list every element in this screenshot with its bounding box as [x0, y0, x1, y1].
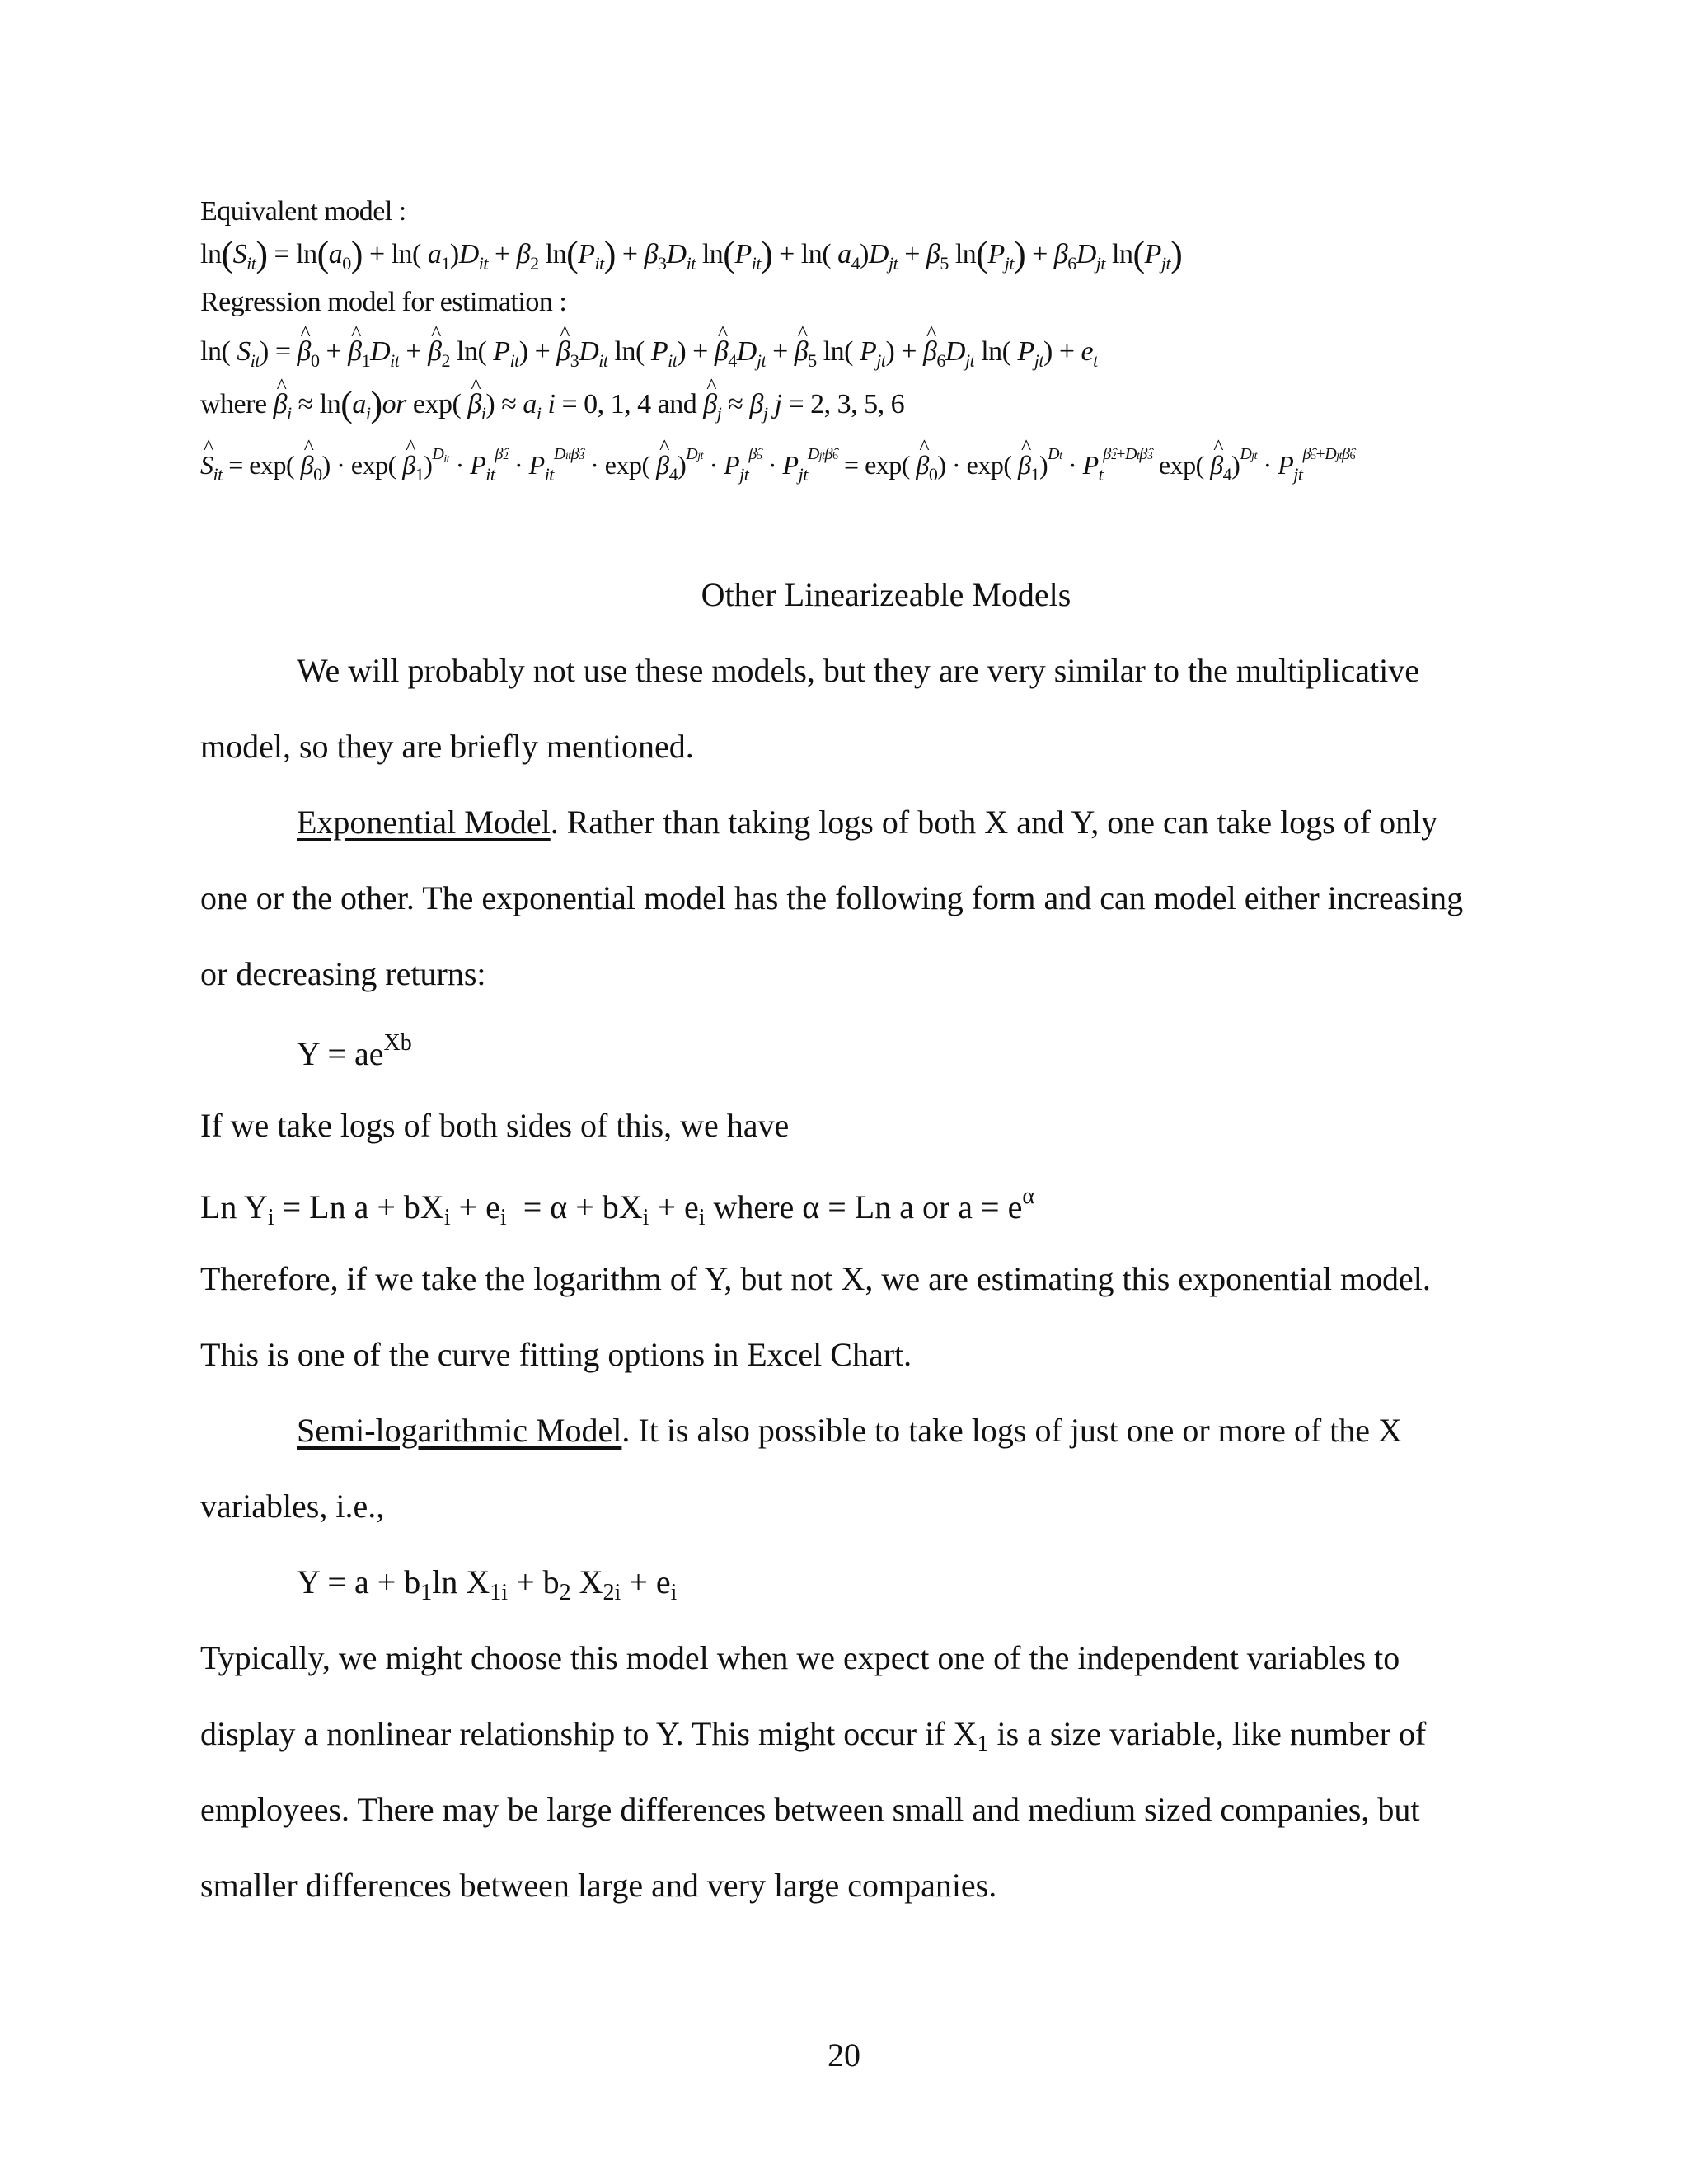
typically-line-2: display a nonlinear relationship to Y. This might occur if $X_1$ is a size variable, like number of: [200, 1715, 1427, 1757]
typically-line-4: smaller differences between large and very large companies.: [200, 1867, 997, 1904]
semi-log-model-title: Semi-logarithmic Model: [297, 1412, 622, 1449]
exponential-model-line-1: Exponential Model. Rather than taking logs of both X and Y, one can take logs of only: [297, 804, 1438, 841]
log-equation: Ln $Y_i = Ln$ $a + bX_i + e_i = \alpha + bX_i + e_i$ where α = Ln a or $a = e^\alpha$: [200, 1183, 1035, 1230]
therefore-line-2: This is one of the curve fitting options in Excel Chart.: [200, 1336, 912, 1373]
semi-log-formula: $Y = a + b_1\ln$ $X_{1i} + b_2$ $X_{2i} + e_i$: [297, 1563, 678, 1605]
where-equation: where ^ $\beta_i \approx \ln(a_i)or$ exp( ^ $\beta_i) \approx a_i$ i = 0, 1, 4 and ^ $\beta_j \approx \beta_j$ j = 2, 3, 5, 6: [200, 389, 904, 424]
regression-model-label: Regression model for estimation :: [200, 287, 567, 317]
regression-model-equation: ln( $S_{it}$) = ^ $\beta_0$ + ^ $\beta_1D_{it}$ + ^ $\beta_2$ ln( $P_{it}$) + ^ $\beta_3D_{it}$ ln( $P_{it}$) + ^ $\beta_4D_{jt}$ + ^ $\beta_5$ ln( $P_{jt}$) + ^ $\beta_6D_{jt}$ ln( $P_{jt}) + e_t$: [200, 336, 1098, 372]
intro-line-1: We will probably not use these models, but they are very similar to the multiplicative: [297, 652, 1420, 689]
exponential-model-line-3: or decreasing returns:: [200, 955, 486, 992]
equivalent-model-equation: $\ln(S_{it}) = \ln(a_0) + \ln$( $a_1)D_{it} + \beta_2$ $\ln(P_{it}) + \beta_3D_{it}$ $\ln(P_{it}) + \ln$( $a_4)D_{jt} + \beta_5$ $\ln(P_{jt}) + \beta_6D_{jt}$ $\ln(P_{jt})$: [200, 234, 1183, 274]
s-hat-equation: ^ $S_{it} = \exp$( ^ $\beta_0) \cdot \exp$( ^ $\beta_1)^{D_{it}} \cdot P_{it}^{\betâ2} \cdot P_{it}^{Dit\betâ3} \cdot \exp$( ^ $\beta_4)^{Djt} \cdot P_{jt}^{\betâ5} \cdot P_{jt}^{Djt\betâ6} = \exp$( ^ $\beta_0) \cdot \exp$( ^ $\beta_1)^{Dt} \cdot P_t^{\betâ2+Dt\betâ3}$ exp( ^ $\beta_4)^{Djt} \cdot P_{jt}^{\betâ5+Djt\betâ6}$: [200, 445, 1355, 485]
semi-log-line-2: variables, i.e.,: [200, 1488, 385, 1525]
equivalent-model-label: Equivalent model :: [200, 196, 406, 227]
semi-log-line-1: Semi-logarithmic Model. It is also possible to take logs of just one or more of the X: [297, 1412, 1402, 1449]
page-number: 20: [828, 2036, 860, 2074]
typically-line-1: Typically, we might choose this model when we expect one of the independent variables to: [200, 1639, 1400, 1676]
exponential-model-title: Exponential Model: [297, 804, 551, 841]
intro-line-2: model, so they are briefly mentioned.: [200, 728, 694, 765]
therefore-line-1: Therefore, if we take the logarithm of Y, but not X, we are estimating this exponential model.: [200, 1260, 1431, 1297]
exponential-formula: $Y = ae^{Xb}$: [297, 1030, 412, 1072]
section-heading: Other Linearizeable Models: [701, 576, 1071, 613]
logs-line: If we take logs of both sides of this, we have: [200, 1107, 790, 1144]
typically-line-3: employees. There may be large differences between small and medium sized companies, but: [200, 1791, 1420, 1828]
exponential-model-line-2: one or the other. The exponential model has the following form and can model either increasing: [200, 879, 1464, 916]
